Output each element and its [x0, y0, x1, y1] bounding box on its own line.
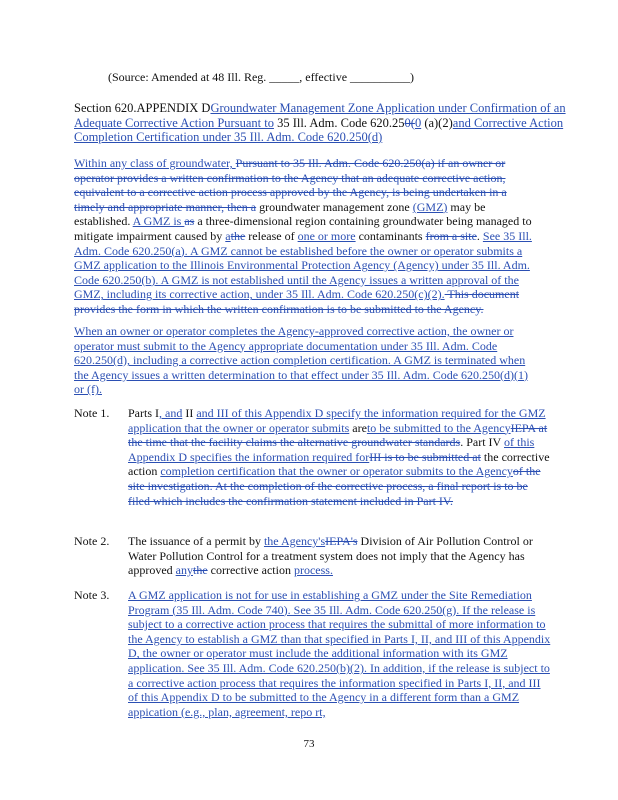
p1-insert: a	[225, 228, 231, 243]
n1-insert: , and	[159, 406, 183, 420]
p1-insert: See 35 Ill. Adm. Code 620.250(a). A GMZ cannot be established before the owner or operator submits a GMZ application to the Illinois Environmental Protection Agency (Agency) under 35 Ill. Adm. Code 620.250(b). A GMZ is not established until the Agency issues a written approval of the GMZ, including its corrective action, under 35 Ill. Adm. Code 620.250(c)(2).	[74, 228, 532, 302]
n1-delete: III is to be submitted at	[369, 449, 481, 464]
title-mid: 35 Ill. Adm. Code 620.25	[273, 115, 405, 130]
n1-delete: IEPA at the time that the facility claims the alternative groundwater standards	[128, 420, 548, 450]
n1-text: are	[349, 420, 367, 435]
note-1-body	[128, 406, 552, 508]
p1-delete: the	[230, 228, 246, 243]
title-insert-3: and Corrective Action Completion Certification under 35 Ill. Adm. Code 620.250(d)	[74, 115, 564, 144]
n2-text: corrective action	[207, 563, 294, 578]
n2-delete: IEPA's	[325, 534, 358, 548]
p1-text: contaminants	[355, 228, 426, 243]
n1-text: II	[182, 406, 197, 420]
n2-text: Division of Air Pollution Control or Water Pollution Control for a treatment system does not imply that the Agency has approved	[128, 534, 533, 578]
title-prefix: Section 620.APPENDIX D	[74, 101, 211, 115]
p1-delete: This document provides the form in which the written confirmation is to be submitted to the Agency.	[74, 287, 520, 316]
n1-insert: and III of this Appendix D specify the information required for the GMZ application that the owner or operator submits	[128, 406, 546, 435]
section-title	[74, 101, 566, 145]
n2-insert: any	[175, 563, 193, 578]
n2-insert: the Agency's	[263, 534, 326, 548]
paragraph-completion: When an owner or operator completes the Agency-approved corrective action, the owner or operator must submit to the Agency appropriate documentation under 35 Ill. Adm. Code 620.250(d), including a corrective action completion certification. A GMZ is terminated when the Agency issues a written determination to that effect under 35 Ill. Adm. Code 620.250(d)(1) or (f).	[74, 324, 529, 397]
note-2-body	[128, 534, 552, 578]
p1-insert: (GMZ)	[412, 199, 448, 214]
note-3-body: A GMZ application is not for use in establishing a GMZ under the Site Remediation Program (35 Ill. Adm. Code 740). See 35 Ill. Adm. Code 620.250(g). If the release is subject to a corrective action process that requires the submittal of more information to the Agency to establish a GMZ than that specified in Parts I, II, and III of this Appendix D, the owner or operator must include the additional information with its GMZ application. See 35 Ill. Adm. Code 620.250(b)(2). In addition, if the release is subject to a corrective action process that requires the information specified in Parts I, II, and III of this Appendix D to be submitted to the Agency in a different form than a GMZ appication (e.g., plan, agreement, repo rt,	[128, 588, 551, 719]
note-1-label: Note 1.	[74, 406, 110, 420]
p1-delete: from a site	[425, 228, 477, 243]
page-number: 73	[303, 738, 315, 750]
paragraph-gmz-definition	[74, 156, 536, 317]
p1-insert: A GMZ is	[132, 214, 185, 229]
p1-text: release of	[245, 228, 298, 243]
note-2-label: Note 2.	[74, 534, 110, 548]
p1-text: groundwater management zone	[256, 199, 413, 214]
source-note: (Source: Amended at 48 Ill. Reg. _____, effective __________)	[108, 70, 415, 84]
note-3-label: Note 3.	[74, 588, 110, 602]
n1-text: . Part IV	[460, 435, 504, 450]
n2-delete: the	[192, 563, 208, 578]
n1-insert: of this Appendix D specifies the information required for	[128, 435, 535, 464]
n1-text: the corrective action	[128, 449, 550, 479]
title-tail: (a)(2)	[421, 115, 453, 130]
title-insert-2: 0	[414, 115, 422, 130]
p1-text: a three-dimensional region containing groundwater being managed to mitigate impairment caused by	[74, 214, 532, 243]
n2-insert: process.	[293, 563, 333, 578]
p1-insert: one or more	[297, 228, 356, 243]
n1-delete: of the site investigation. At the completion of the corrective process, a final report is to be filed which includes the confirmation statement included in Part IV.	[128, 464, 541, 508]
p1-delete: Pursuant to 35 Ill. Adm. Code 620.250(a) if an owner or operator provides a written confirmation to the Agency that an adequate corrective action, equivalent to a corrective action process approved by the Agency, is being undertaken in a timely and appropriate manner, then a	[74, 156, 507, 214]
title-delete-1: 0(	[404, 115, 415, 130]
p1-delete: as	[184, 214, 195, 229]
n1-text: Parts I	[128, 406, 159, 420]
n2-text: The issuance of a permit by	[128, 534, 264, 548]
n1-insert: completion certification that the owner or operator submits to the Agency	[160, 464, 513, 479]
p1-insert: Within any class of groundwater,	[74, 156, 236, 170]
n1-insert: to be submitted to the Agency	[366, 420, 511, 435]
p1-text: may be established.	[74, 199, 486, 229]
title-insert-1: Groundwater Management Zone Application under Confirmation of an Adequate Corrective Action Pursuant to	[74, 101, 566, 130]
p1-text: .	[476, 228, 483, 243]
